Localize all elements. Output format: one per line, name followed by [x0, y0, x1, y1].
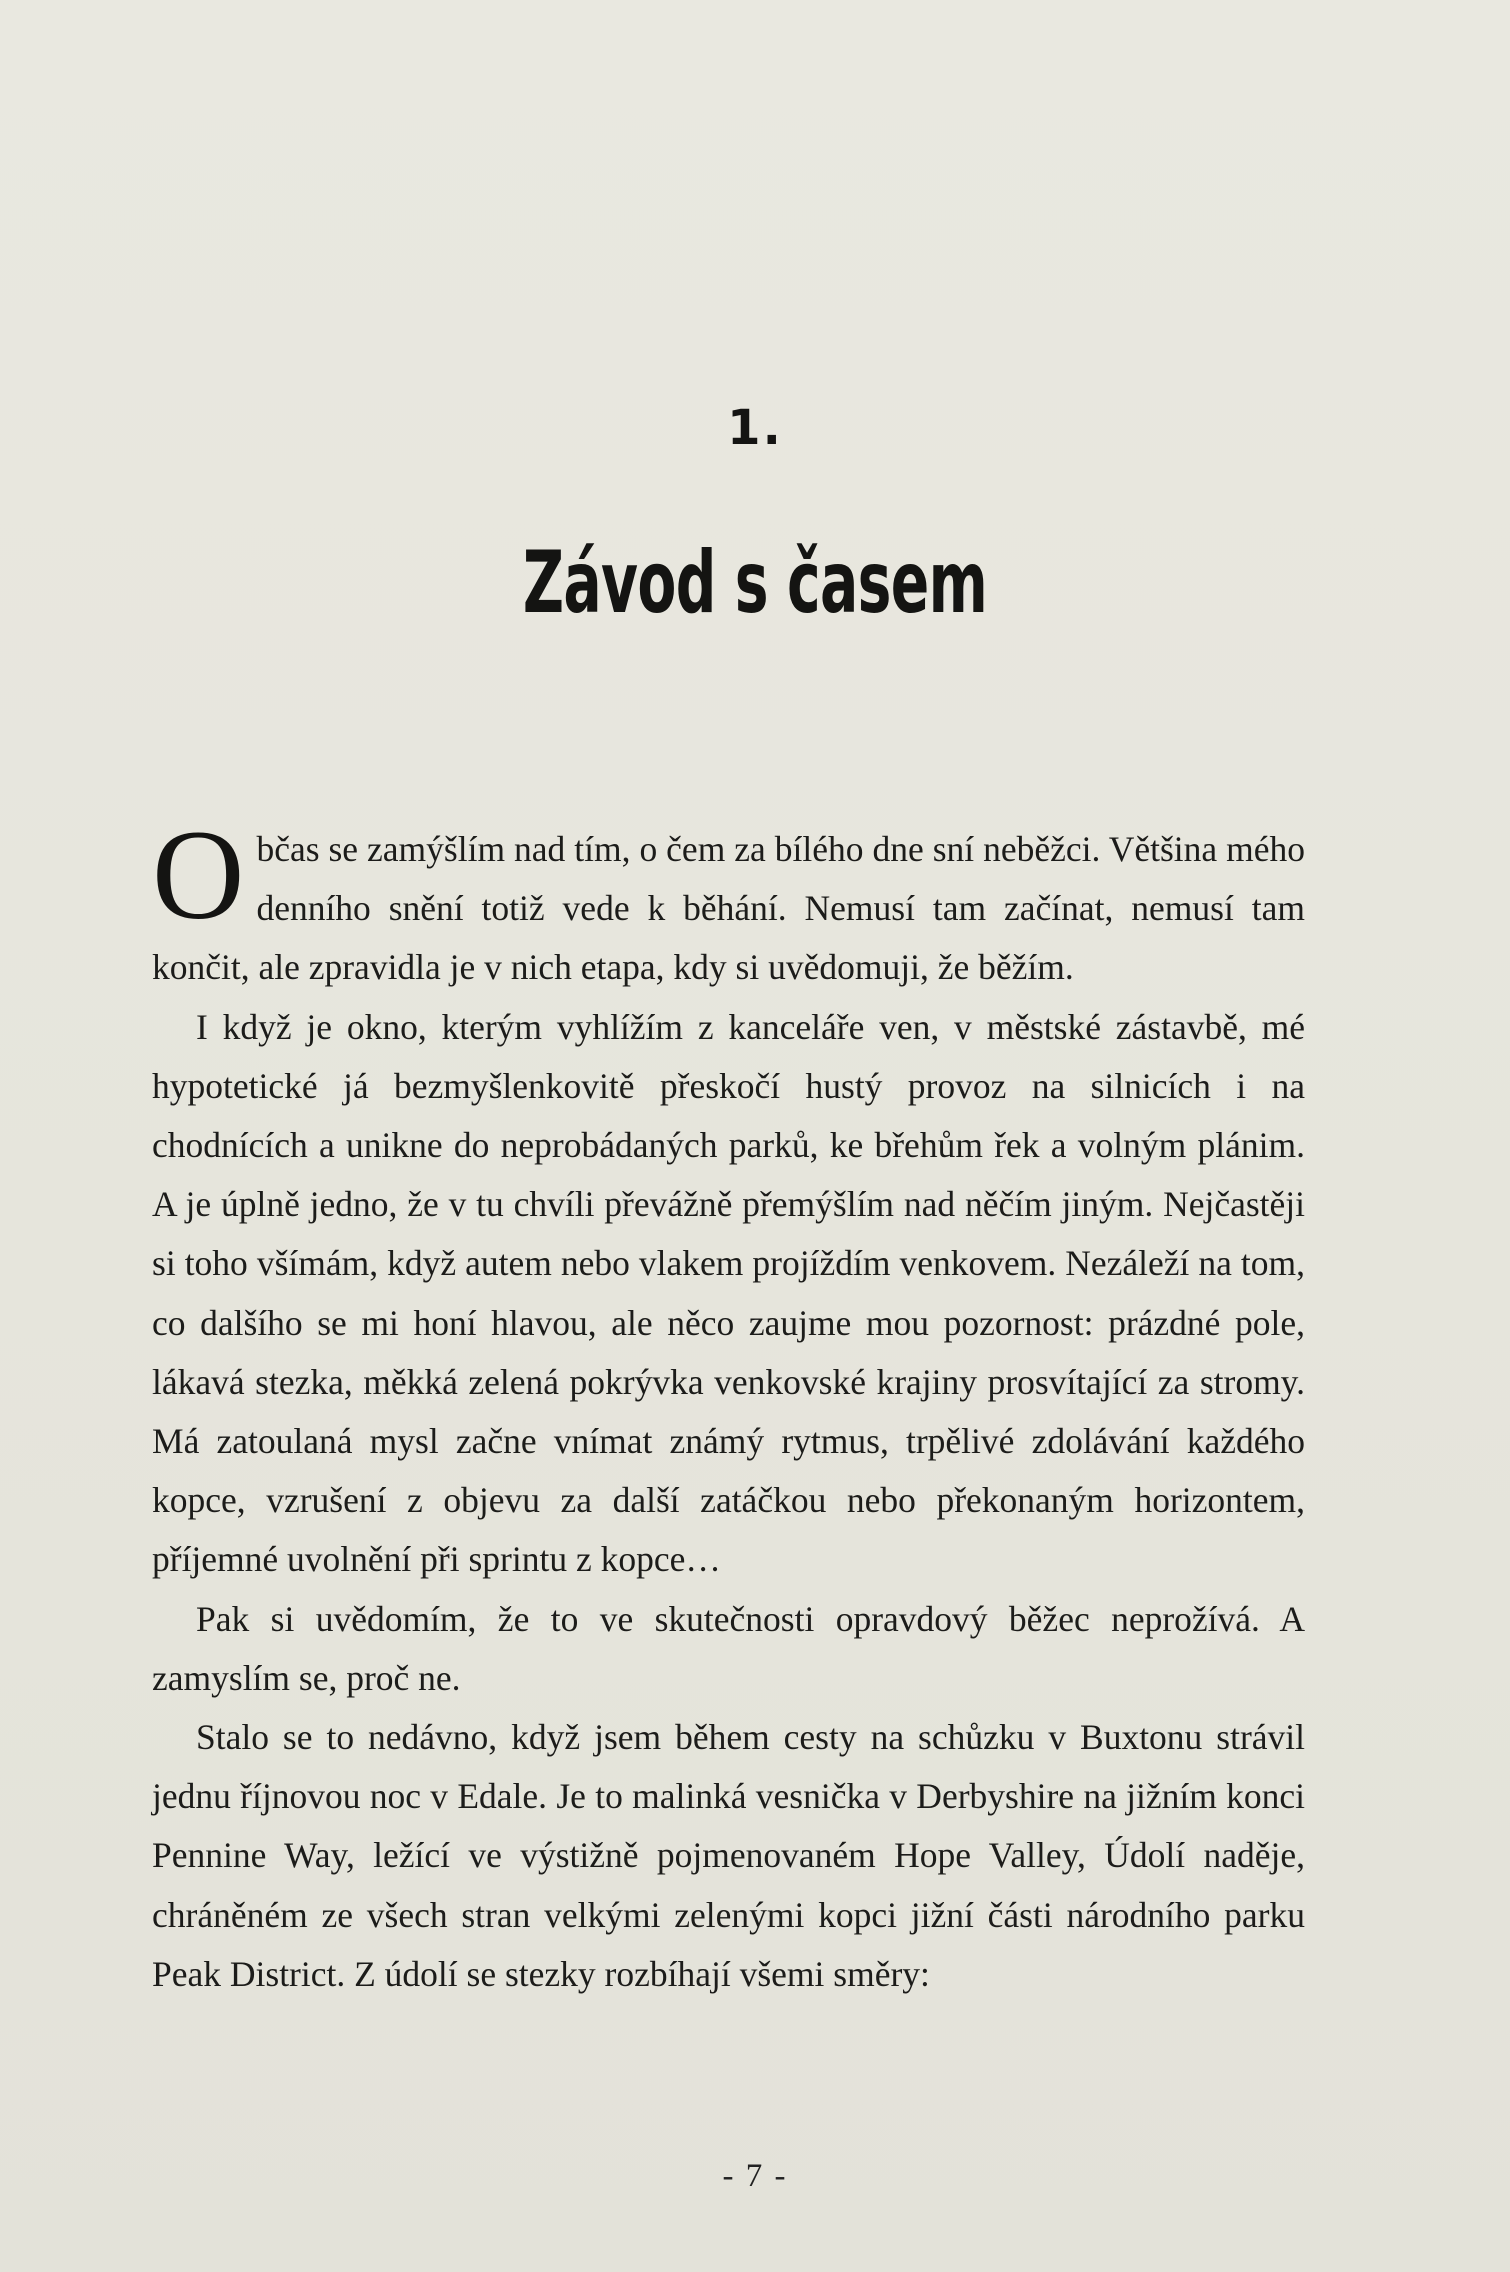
paragraph-3: Pak si uvědomím, že to ve skutečnosti opravdový běžec neprožívá. A zamyslím se, proč ne.	[152, 1598, 1305, 1698]
paragraph-1	[152, 804, 1305, 998]
paragraph-2: I když je okno, kterým vyhlížím z kanceláře ven, v městské zástavbě, mé hypotetické já bezmyšlenkovitě přeskočí hustý provoz na silnicích i na chodnících a unikne do neprobádaných parků, ke břehům řek a volným plánim. A je úplně jedno, že v tu chvíli převážně přemýšlím nad něčím jiným. Nejčastěji si toho všímám, když autem nebo vlakem projíždím venkovem. Nezáleží na tom, co dalšího se mi honí hlavou, ale něco zaujme mou pozornost: prázdné pole, lákavá stezka, měkká zelená pokrývka venkovské krajiny prosvítající za stromy. Má zatoulaná mysl začne vnímat známý rytmus, trpělivé zdolávání každého kopce, vzrušení z objevu za další zatáčkou nebo překonaným horizontem, příjemné uvolnění při sprintu z kopce…	[152, 1006, 1305, 1580]
page-number: - 7 -	[722, 2158, 788, 2194]
chapter-title: Závod s časem	[522, 533, 988, 633]
chapter-number: 1.	[727, 400, 783, 456]
drop-cap: O	[152, 804, 245, 946]
paragraph-1-text: bčas se zamýšlím nad tím, o čem za bílého dne sní neběžci. Většina mého denního snění totiž vede k běhání. Nemusí tam začínat, nemusí tam končit, ale zpravidla je v nich etapa, kdy si uvědomuji, že běžím.	[152, 829, 1305, 988]
paragraph-4: Stalo se to nedávno, když jsem během cesty na schůzku v Buxtonu strávil jednu říjnovou noc v Edale. Je to malinká vesnička v Derbyshire na jižním konci Pennine Way, ležící ve výstižně pojmenovaném Hope Valley, Údolí naděje, chráněném ze všech stran velkými zelenými kopci jižní části národního parku Peak District. Z údolí se stezky rozbíhají všemi směry:	[152, 1717, 1305, 1994]
chapter-body	[152, 804, 1305, 2004]
